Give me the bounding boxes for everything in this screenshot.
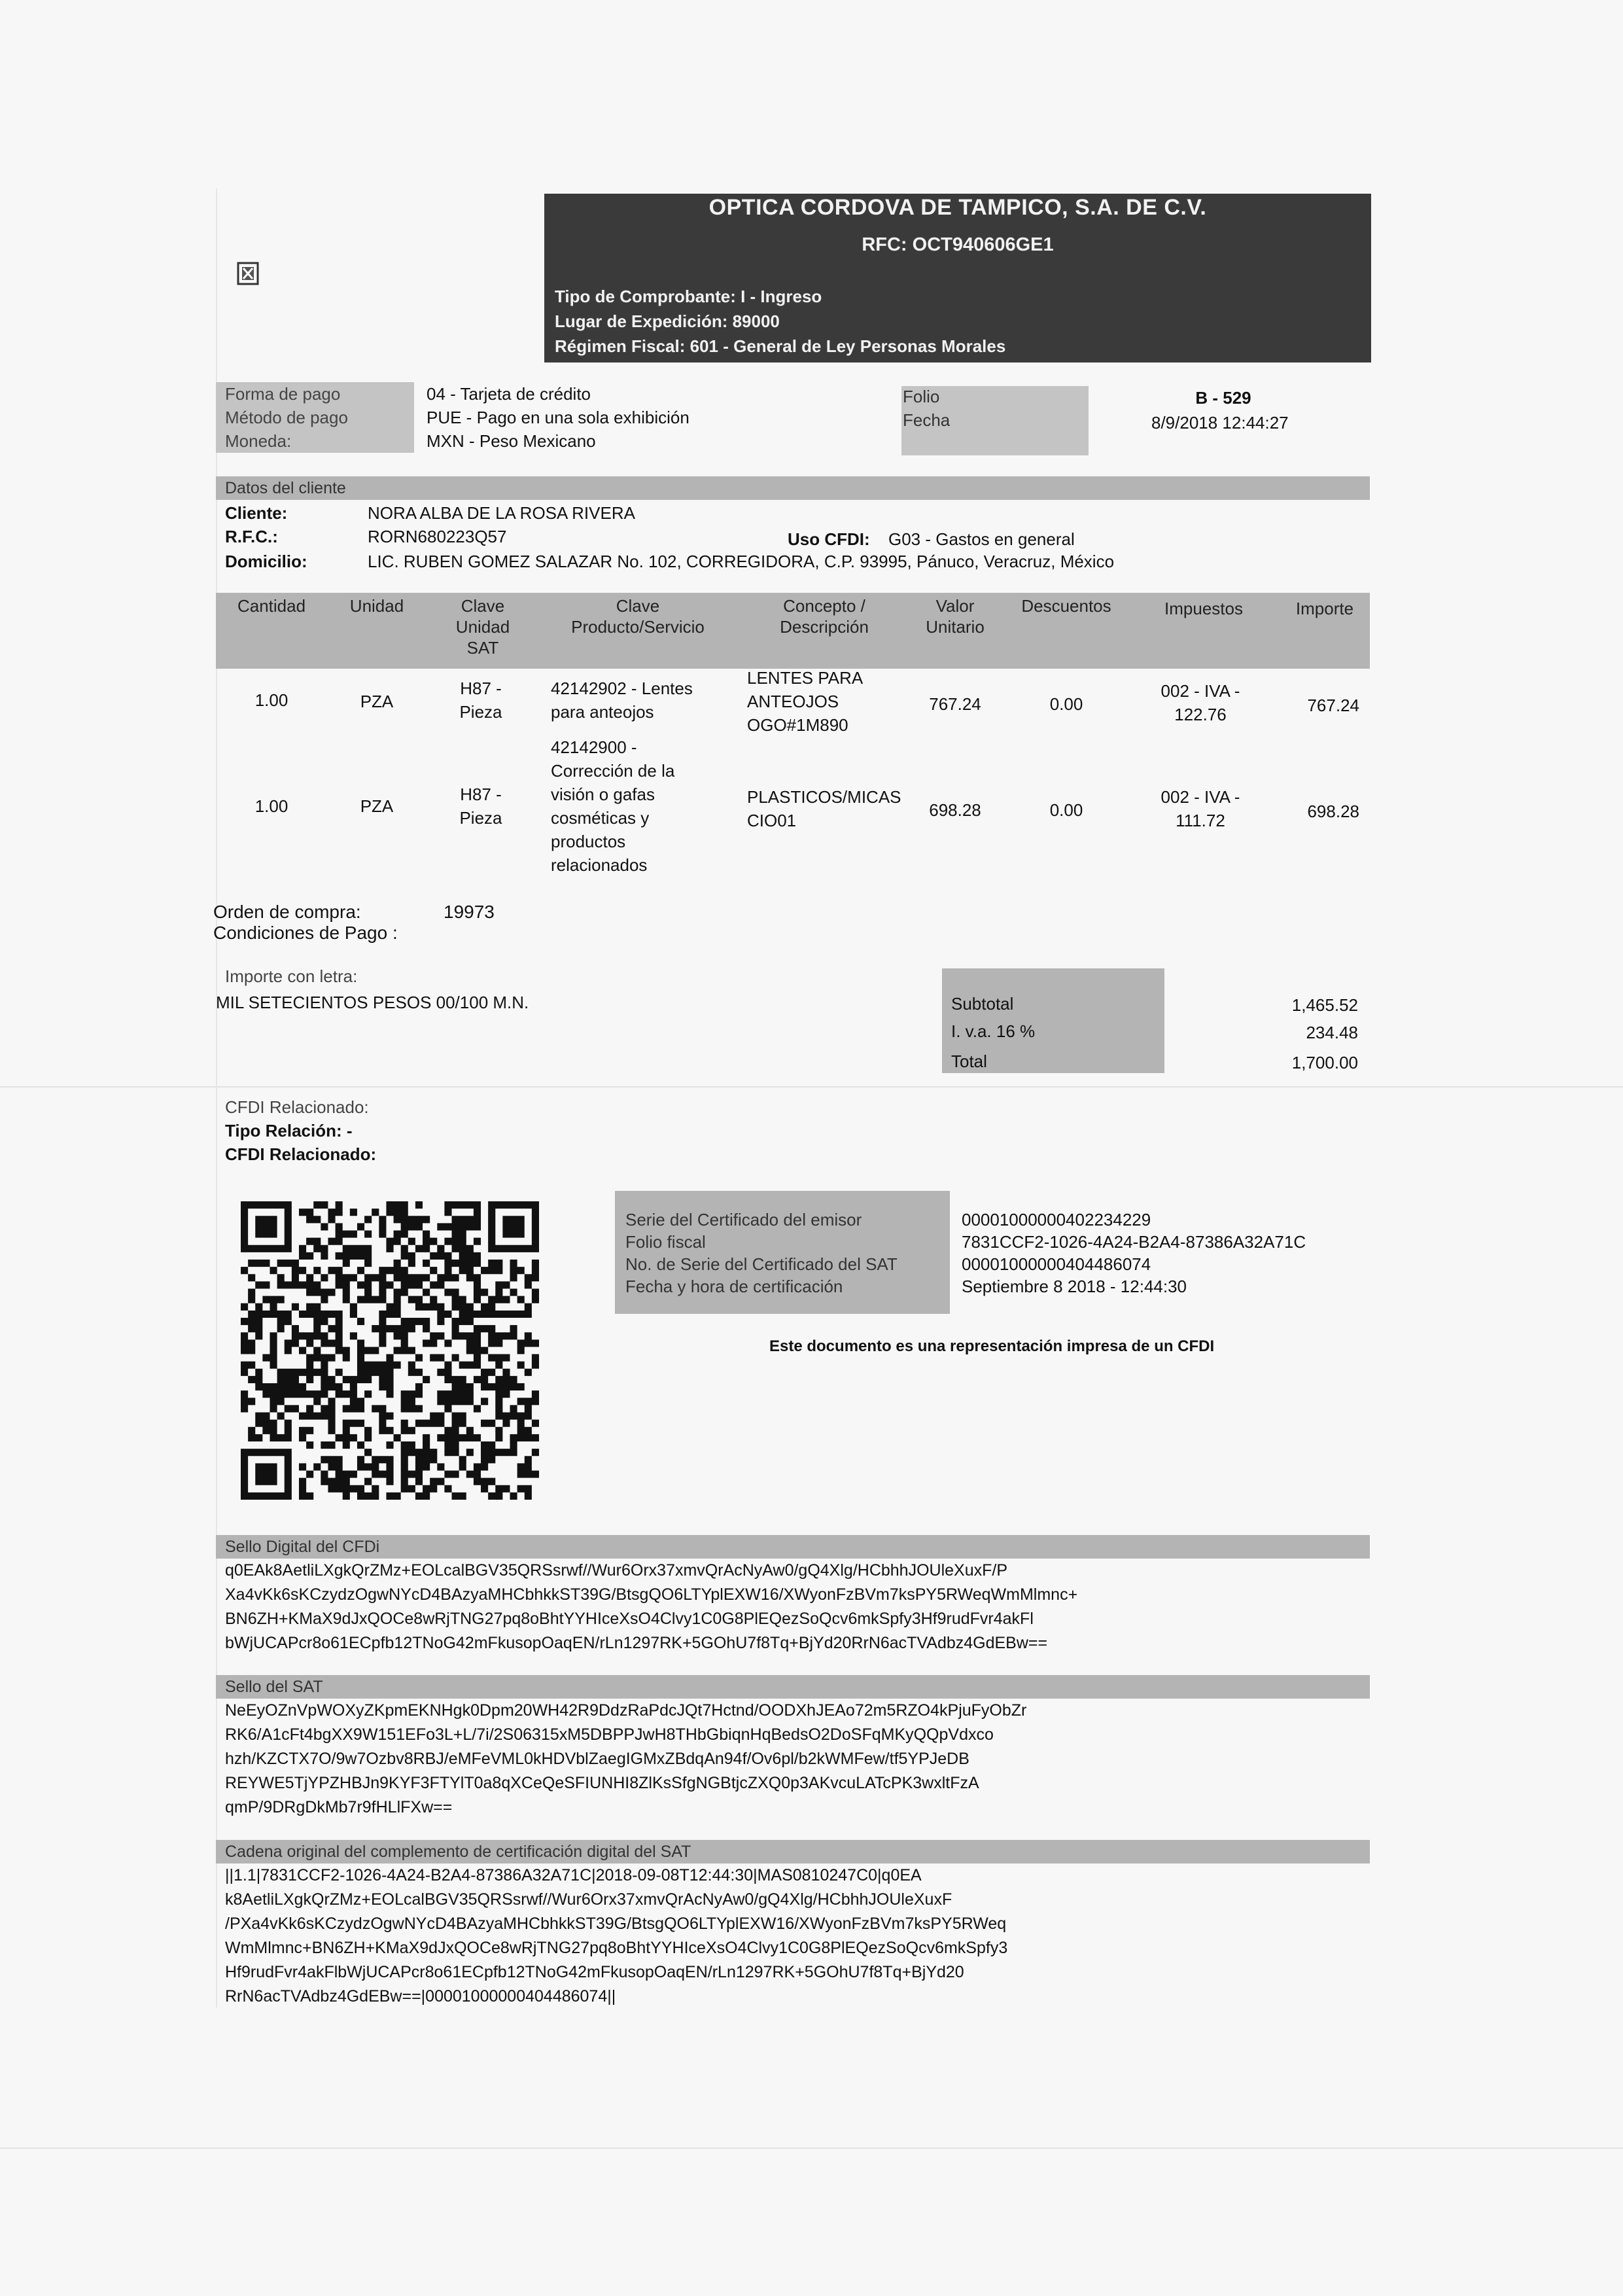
cliente-section-bar	[216, 476, 1370, 500]
sello-sat-line: NeEyOZnVpWOXyZKpmEKNHgk0Dpm20WH42R9DdzRaPdcJQt7Hctnd/OODXhJEAo72m5RZO4kPjuFyObZr	[225, 1701, 1027, 1720]
cadena-bar	[216, 1840, 1370, 1863]
cadena-line: /PXa4vKk6sKCzydzOgwNYcD4BAzyaMHCbhkkST39G/BtsgQO6LTYplEXW16/XWyonFzBVm7ksPY5RWeq	[225, 1915, 1007, 1933]
cell-clave-producto: 42142902 - Lentes para anteojos	[551, 679, 693, 722]
iva-value: 234.48	[1306, 1023, 1358, 1042]
cell-clave-unidad: H87 - Pieza	[459, 679, 502, 722]
regimen-fiscal: Régimen Fiscal: 601 - General de Ley Personas Morales	[555, 336, 1006, 356]
cert-label-serie-emisor: Serie del Certificado del emisor	[625, 1210, 862, 1229]
metodo-pago-value: PUE - Pago en una sola exhibición	[427, 408, 689, 427]
sello-sat-line: qmP/9DRgDkMb7r9fHLlFXw==	[225, 1798, 453, 1816]
issuer-header	[544, 194, 1371, 362]
sello-cfdi-line: bWjUCAPcr8o61ECpfb12TNoG42mFkusopOaqEN/rLn1297RK+5GOhU7f8Tq+BjYd20RrN6acTVAdbz4GdEBw==	[225, 1634, 1048, 1652]
cell-valor-unitario: 767.24	[929, 694, 981, 714]
cell-concepto: LENTES PARA ANTEOJOS OGO#1M890	[747, 668, 862, 735]
sello-cfdi-line: Xa4vKk6sKCzydzOgwNYcD4BAzyaMHCbhkkST39G/BtsgQO6LTYplEXW16/XWyonFzBVm7ksPY5RWeqWmMlmnc+	[225, 1585, 1078, 1604]
cell-cantidad: 1.00	[254, 690, 288, 710]
cadena-line: WmMlmnc+BN6ZH+KMaX9dJxQOCe8wRjTNG27pq8oBhtYYHIceXsO4Clvy1C0G8PlEQezSoQcv6mkSpfy3	[225, 1939, 1008, 1957]
issuer-rfc: RFC: OCT940606GE1	[862, 234, 1054, 255]
subtotal-value: 1,465.52	[1291, 995, 1358, 1015]
tipo-comprobante: Tipo de Comprobante: I - Ingreso	[555, 287, 822, 306]
cell-clave-producto: 42142900 - Corrección de la visión o gafas cosméticas y productos relacionados	[551, 737, 675, 875]
moneda-label: Moneda:	[225, 431, 292, 451]
cert-value-serie-sat: 00001000000404486074	[962, 1254, 1151, 1274]
fold-line-bottom	[0, 2147, 1623, 2149]
cell-impuestos: 002 - IVA - 122.76	[1161, 681, 1240, 724]
cert-label-fecha: Fecha y hora de certificación	[625, 1277, 843, 1296]
broken-image-icon	[237, 262, 259, 285]
th-clave-unidad: Clave Unidad SAT	[455, 596, 510, 658]
uso-cfdi-label: Uso CFDI:	[788, 529, 870, 549]
cadena-title: Cadena original del complemento de certificación digital del SAT	[225, 1843, 691, 1861]
cell-impuestos: 002 - IVA - 111.72	[1161, 787, 1240, 830]
cell-descuentos: 0.00	[1049, 800, 1083, 820]
forma-pago-label: Forma de pago	[225, 384, 341, 404]
th-concepto: Concepto / Descripción	[780, 596, 869, 637]
sello-cfdi-bar	[216, 1535, 1370, 1559]
cell-importe: 767.24	[1307, 696, 1359, 715]
folio-value: B - 529	[1195, 388, 1251, 408]
cell-valor-unitario: 698.28	[929, 800, 981, 820]
th-valor-unitario: Valor Unitario	[926, 596, 985, 637]
orden-compra-label: Orden de compra:	[213, 902, 361, 922]
cliente-value: NORA ALBA DE LA ROSA RIVERA	[368, 503, 635, 523]
rfc-cliente-value: RORN680223Q57	[368, 527, 507, 546]
condiciones-pago-label: Condiciones de Pago :	[213, 923, 398, 943]
th-descuentos: Descuentos	[1021, 596, 1111, 616]
th-impuestos: Impuestos	[1164, 599, 1243, 618]
th-clave-producto: Clave Producto/Servicio	[571, 596, 705, 637]
cert-value-serie-emisor: 00001000000402234229	[962, 1210, 1151, 1229]
th-unidad: Unidad	[349, 596, 404, 616]
fecha-value: 8/9/2018 12:44:27	[1151, 413, 1289, 433]
iva-label: I. v.a. 16 %	[951, 1021, 1036, 1041]
sello-sat-line: hzh/KZCTX7O/9w7Ozbv8RBJ/eMFeVML0kHDVblZaegIGMxZBdqAn94f/Ov6pl/b2kWMFew/tf5YPJeDB	[225, 1750, 969, 1768]
page-edge-left	[216, 188, 217, 2007]
cliente-section-title: Datos del cliente	[225, 479, 346, 497]
cell-clave-unidad: H87 - Pieza	[459, 785, 502, 828]
orden-compra-value: 19973	[444, 902, 495, 922]
cell-concepto: PLASTICOS/MICAS CIO01	[747, 787, 901, 830]
cell-importe: 698.28	[1307, 802, 1359, 821]
cell-cantidad: 1.00	[254, 796, 288, 816]
rfc-cliente-label: R.F.C.:	[225, 527, 278, 546]
cadena-line: Hf9rudFvr4akFlbWjUCAPcr8o61ECpfb12TNoG42mFkusopOaqEN/rLn1297RK+5GOhU7f8Tq+BjYd20	[225, 1963, 964, 1981]
sello-cfdi-line: BN6ZH+KMaX9dJxQOCe8wRjTNG27pq8oBhtYYHIceXsO4Clvy1C0G8PlEQezSoQcv6mkSpfy3Hf9rudFvr4akFl	[225, 1610, 1034, 1628]
lugar-expedicion: Lugar de Expedición: 89000	[555, 311, 780, 331]
th-importe: Importe	[1295, 599, 1354, 618]
cell-descuentos: 0.00	[1049, 694, 1083, 714]
cert-value-fecha: Septiembre 8 2018 - 12:44:30	[962, 1277, 1187, 1296]
cell-unidad: PZA	[360, 692, 394, 711]
forma-pago-value: 04 - Tarjeta de crédito	[427, 384, 591, 404]
importe-letra-value: MIL SETECIENTOS PESOS 00/100 M.N.	[216, 993, 529, 1012]
cell-unidad: PZA	[360, 796, 394, 816]
sello-sat-line: REYWE5TjYPZHBJn9KYF3FTYlT0a8qXCeQeSFIUNHI8ZlKsSfgNGBtjcZXQ0p3AKvcuLATcPK3wxltFzA	[225, 1774, 979, 1792]
importe-letra-label: Importe con letra:	[225, 966, 358, 986]
metodo-pago-label: Método de pago	[225, 408, 348, 427]
th-cantidad: Cantidad	[237, 596, 306, 616]
cadena-line: k8AetliLXgkQrZMz+EOLcalBGV35QRSsrwf//Wur6Orx37xmvQrAcNyAw0/gQ4Xlg/HCbhhJOUleXuxF	[225, 1890, 952, 1909]
cfdi-relacionado-value: CFDI Relacionado:	[225, 1144, 377, 1164]
cert-label-serie-sat: No. de Serie del Certificado del SAT	[625, 1254, 898, 1274]
sello-cfdi-title: Sello Digital del CFDi	[225, 1538, 380, 1556]
subtotal-label: Subtotal	[951, 994, 1014, 1014]
cert-label-folio-fiscal: Folio fiscal	[625, 1232, 706, 1252]
cadena-line: RrN6acTVAdbz4GdEBw==|00001000000404486074||	[225, 1987, 616, 2005]
cfdi-relacionado-title: CFDI Relacionado:	[225, 1097, 369, 1117]
fold-line-top	[0, 1086, 1623, 1087]
domicilio-value: LIC. RUBEN GOMEZ SALAZAR No. 102, CORREGIDORA, C.P. 93995, Pánuco, Veracruz, México	[368, 552, 1115, 571]
cert-value-folio-fiscal: 7831CCF2-1026-4A24-B2A4-87386A32A71C	[962, 1232, 1306, 1252]
sello-cfdi-line: q0EAk8AetliLXgkQrZMz+EOLcalBGV35QRSsrwf//Wur6Orx37xmvQrAcNyAw0/gQ4Xlg/HCbhhJOUleXuxF/P	[225, 1561, 1008, 1580]
total-value: 1,700.00	[1291, 1053, 1358, 1072]
moneda-value: MXN - Peso Mexicano	[427, 431, 596, 451]
cadena-line: ||1.1|7831CCF2-1026-4A24-B2A4-87386A32A71C|2018-09-08T12:44:30|MAS0810247C0|q0EA	[225, 1866, 922, 1884]
issuer-name: OPTICA CORDOVA DE TAMPICO, S.A. DE C.V.	[708, 195, 1207, 220]
tipo-relacion: Tipo Relación: -	[225, 1121, 353, 1140]
fecha-label: Fecha	[903, 410, 951, 430]
cliente-label: Cliente:	[225, 503, 288, 523]
folio-label: Folio	[903, 387, 940, 406]
total-label: Total	[951, 1051, 987, 1071]
qr-code-icon	[241, 1201, 539, 1500]
sello-sat-line: RK6/A1cFt4bgXX9W151EFo3L+L/7i/2S06315xM5DBPPJwH8THbGbiqnHqBedsO2DoSFqMKyQQpVdxco	[225, 1725, 994, 1744]
sello-sat-bar	[216, 1675, 1370, 1699]
sello-sat-title: Sello del SAT	[225, 1678, 323, 1696]
cfdi-leyenda: Este documento es una representación impresa de un CFDI	[769, 1337, 1215, 1355]
uso-cfdi-value: G03 - Gastos en general	[888, 529, 1075, 549]
domicilio-label: Domicilio:	[225, 552, 307, 571]
